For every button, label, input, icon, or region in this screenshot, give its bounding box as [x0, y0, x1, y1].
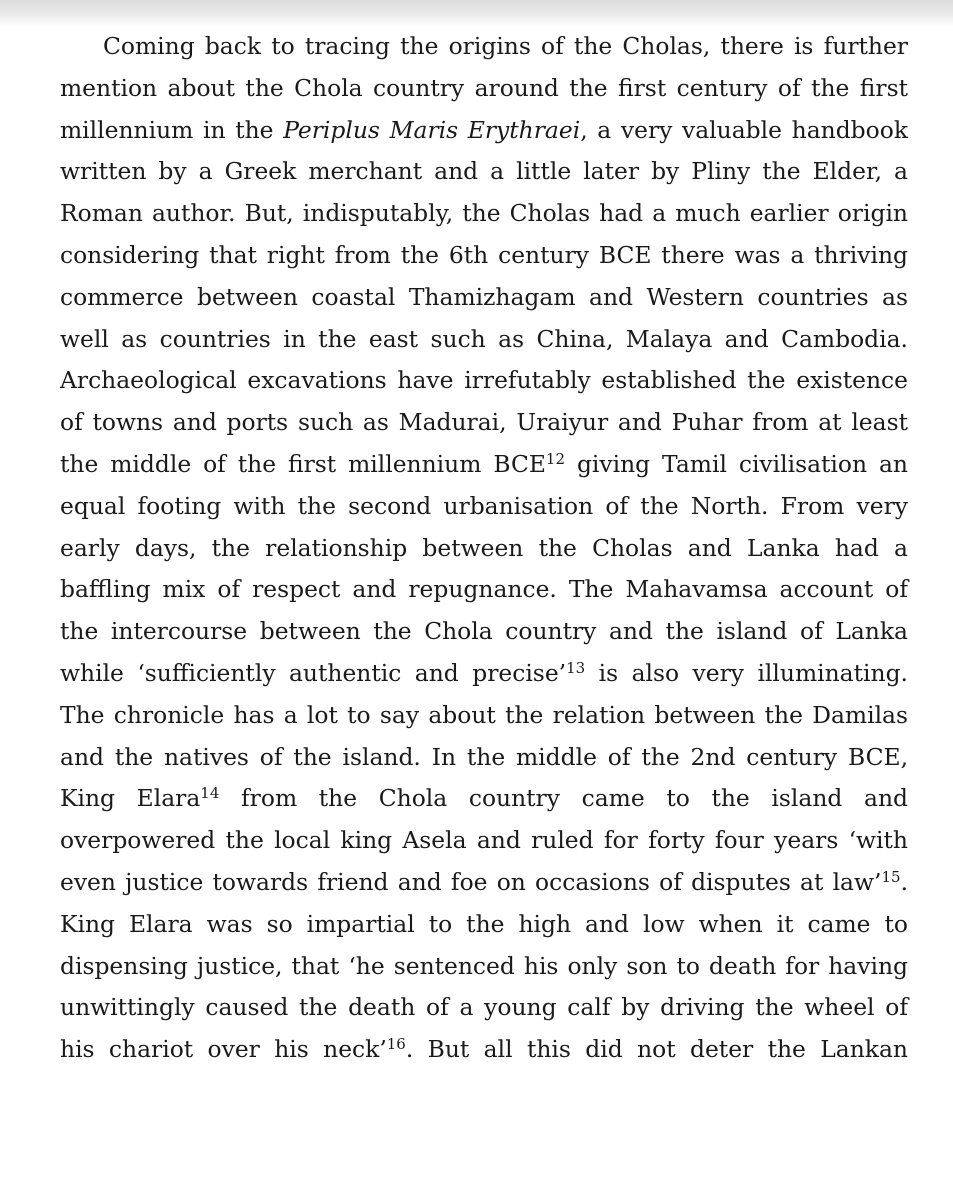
text-segment: Coming back to tracing the origins of the Cholas, there is further mention about the Chola country around the first century of the first millennium in the — [60, 32, 908, 144]
text-segment: giving Tamil civilisation an equal footing with the second urbanisation of the North. From very early days, the relationship between the Cholas and Lanka had a baffling mix of respect and repugnance. The Mahavamsa account of the intercourse between the Chola country and the island of Lanka while ‘sufficiently authentic and precise’ — [60, 449, 908, 687]
footnote-ref-12[interactable]: 12 — [545, 449, 566, 468]
footnote-ref-16[interactable]: 16 — [386, 1034, 406, 1053]
text-segment: is also very illuminating. The chronicle has a lot to say about the relation between the Damilas and the natives of the island. In the middle of the 2nd century BCE, King Elara — [60, 658, 908, 813]
italic-title: Periplus Maris Erythraei — [283, 115, 581, 144]
body-paragraph — [60, 26, 908, 1071]
footnote-ref-15[interactable]: 15 — [881, 867, 901, 886]
text-segment: . King Elara was so impartial to the high and low when it came to dispensing justice, that ‘he sentenced his only son to death for having unwittingly caused the death of a young calf by driving the wheel of his chariot over his neck’ — [60, 867, 908, 1064]
text-segment: . But all this did not deter the Lankan — [405, 1035, 908, 1064]
text-segment: , a very valuable handbook written by a Greek merchant and a little later by Pliny the Elder, a Roman author. But, indisputably, the Cholas had a much earlier origin considering that right from the 6th century BCE there was a thriving commerce between coastal Thamizhagam and Western countries as well as countries in the east such as China, Malaya and Cambodia. Archaeological excavations have irrefutably established the existence of towns and ports such as Madurai, Uraiyur and Puhar from at least the middle of the first millennium BCE — [60, 115, 908, 478]
text-segment: from the Chola country came to the island and overpowered the local king Asela and ruled for forty four years ‘with even justice towards friend and foe on occasions of disputes at law’ — [60, 784, 908, 896]
footnote-ref-13[interactable]: 13 — [566, 658, 586, 677]
top-edge-shadow — [0, 0, 953, 26]
footnote-ref-14[interactable]: 14 — [200, 784, 220, 803]
